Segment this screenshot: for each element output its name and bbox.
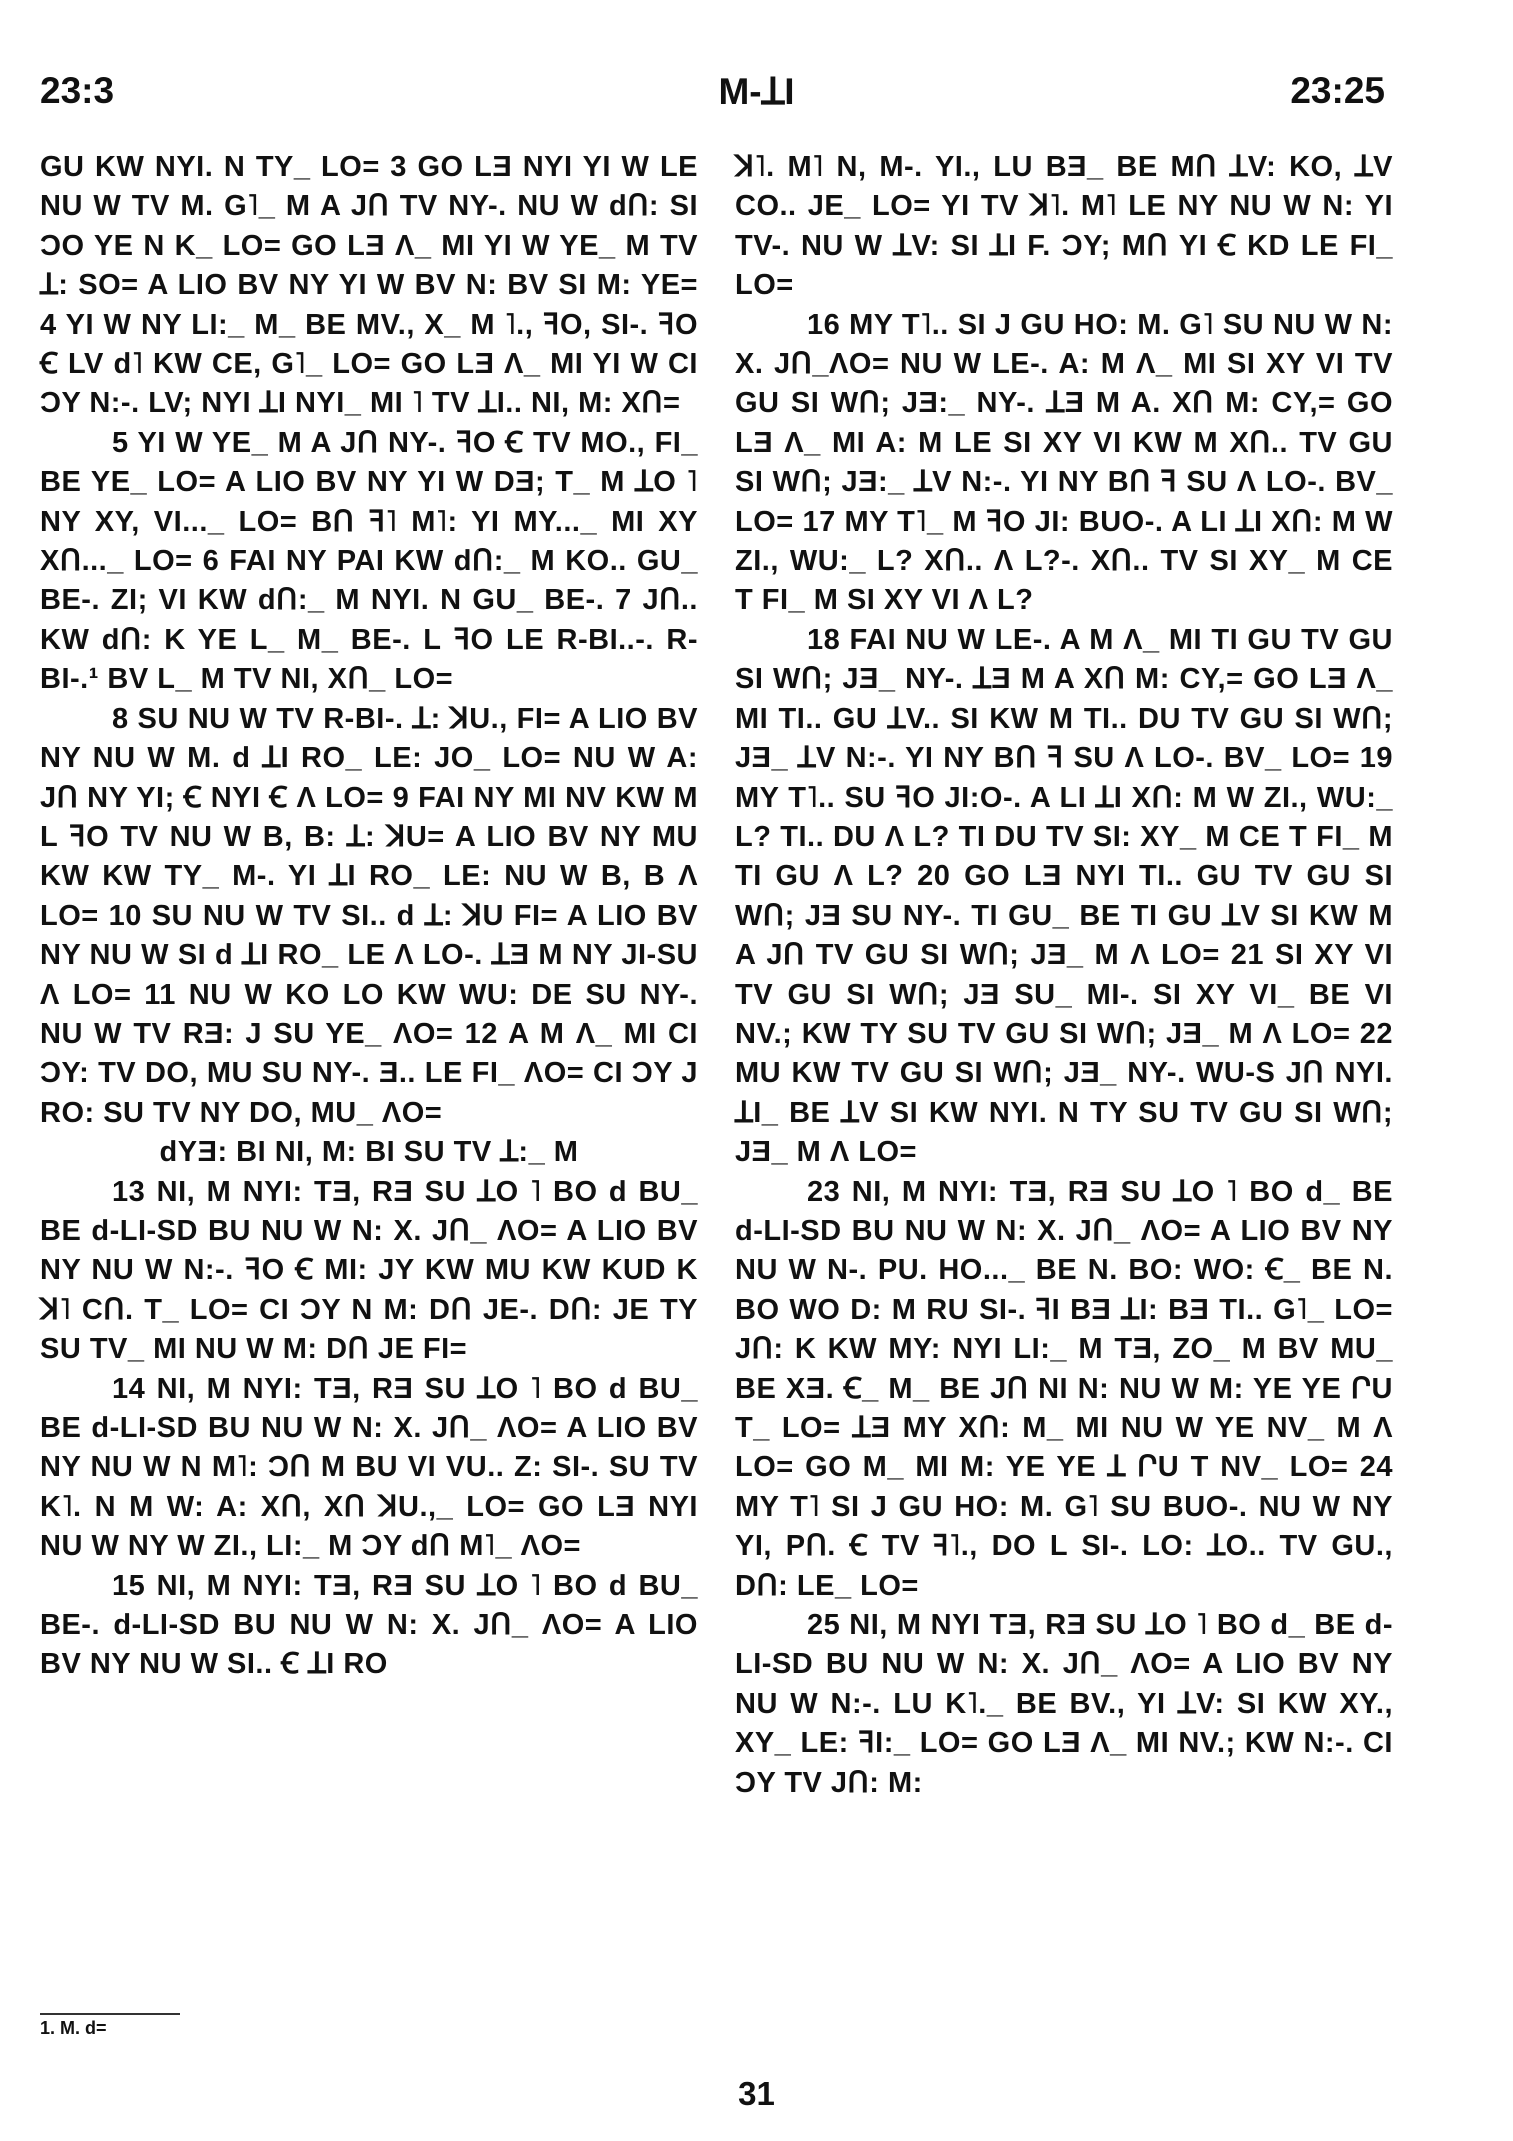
verse-paragraph: 15 NI, M NYI: TƎ, RƎ SU ꓕO ˥ BO ԁ BU_ BE-. ԁ-LI-SD BU NU W N: X. JՈ_ ΛO= A LIO BV NY NU W SI.. Ꞓ ꓕI RO	[40, 1569, 698, 1681]
verse-paragraph: 23 NI, M NYI: TƎ, RƎ SU ꓕO ˥ BO ԁ_ BE ԁ-LI-SD BU NU W N: X. JՈ_ ΛO= A LIO BV NY NU W N-. PU. HO..._ BE N. BO: WO: Ꞓ_ BE N. BO WO D: M RU SI-. ꟻI BƎ ꓕI: BƎ TI.. G˥_ LO= JՈ: K KW MY: NYI LI:_ M TƎ, ZO_ M BV MU_ BE XƎ. Ꞓ_ M_ BE JՈ NI N: NU W M: YE YE ՐU T_ LO= ꓕƎ MY XՈ: M_ MI NU W YE NV_ M Λ LO= GO M_ MI M: YE YE ꓕ ՐU T NV_ LO= 24 MY T˥ SI J GU HO: M. G˥ SU BUO-. NU W NY YI, PՈ. Ꞓ TV ꟻ˥., DO L SI-. LO: ꓕO.. TV GU., DՈ: LE_ LO=	[735, 1175, 1393, 1602]
footnote-divider	[40, 2013, 180, 2015]
verse-paragraph: 8 SU NU W TV R-BI-. ꓕ: ꓘU., FI= A LIO BV NY NU W M. ԁ ꓕI RO_ LE: JO_ LO= NU W A: JՈ NY YI; Ꞓ NYI Ꞓ Λ LO= 9 FAI NY MI NV KW M L ꟻO TV NU W B, B: ꓕ: ꓘU= A LIO BV NY MU KW KW TY_ M-. YI ꓕI RO_ LE: NU W B, B Λ LO= 10 SU NU W TV SI.. ԁ ꓕ: ꓘU FI= A LIO BV NY NU W SI ԁ ꓕI RO_ LE Λ LO-. ꓕƎ M NY JI-SU Λ LO= 11 NU W KO LO KW WU: DE SU NY-. NU W TV RƎ: J SU YE_ ΛO= 12 A M Λ_ MI CI ƆY: TV DO, MU SU NY-. Ǝ.. LE FI_ ΛO= CI ƆY J RO: SU TV NY DO, MU_ ΛO=	[40, 702, 698, 1129]
verse-paragraph: 13 NI, M NYI: TƎ, RƎ SU ꓕO ˥ BO ԁ BU_ BE ԁ-LI-SD BU NU W N: X. JՈ_ ΛO= A LIO BV NY NU W N:-. ꟻO Ꞓ MI: JY KW MU KW KUD K ꓘ˥ CՈ. T_ LO= CI ƆY N M: DՈ JE-. DՈ: JE TY SU TV_ MI NU W M: DՈ JE FI=	[40, 1175, 698, 1366]
verse-paragraph: 18 FAI NU W LE-. A M Λ_ MI TI GU TV GU SI WՈ; JƎ_ NY-. ꓕƎ M A XՈ M: CY,= GO LƎ Λ_ MI TI.. GU ꓕV.. SI KW M TI.. DU TV GU SI WՈ; JƎ_ ꓕV N:-. YI NY BՈ ꟻ SU Λ LO-. BV_ LO= 19 MY T˥.. SU ꟻO JI:O-. A LI ꓕI XՈ: M W ZI., WU:_ L? TI.. DU Λ L? TI DU TV SI: XY_ M CE T FI_ M TI GU Λ L? 20 GO LƎ NYI TI.. GU TV GU SI WՈ; JƎ SU NY-. TI GU_ BE TI GU ꓕV SI KW M A JՈ TV GU SI WՈ; JƎ_ M Λ LO= 21 SI XY VI TV GU SI WՈ; JƎ SU_ MI-. SI XY VI_ BE VI NV.; KW TY SU TV GU SI WՈ; JƎ_ M Λ LO= 22 MU KW TV GU SI WՈ; JƎ_ NY-. WU-S JՈ NYI. ꓕI_ BE ꓕV SI KW NYI. N TY SU TV GU SI WՈ; JƎ_ M Λ LO=	[735, 623, 1393, 1169]
header-chapter-verse-left: 23:3	[40, 70, 115, 111]
verse-paragraph: 5 YI W YE_ M A JՈ NY-. ꟻO Ꞓ TV MO., FI_ BE YE_ LO= A LIO BV NY YI W DƎ; T_ M ꓕO ˥ NY XY, VI..._ LO= BՈ ꟻ˥ M˥: YI MY..._ MI XY XՈ..._ LO= 6 FAI NY PAI KW ԁՈ:_ M KO.. GU_ BE-. ZI; VI KW ԁՈ:_ M NYI. N GU_ BE-. 7 JՈ.. KW ԁՈ: K YE L_ M_ BE-. L ꟻO LE R-BI..-. R-BI-.¹ BV L_ M TV NI, XՈ_ LO=	[40, 426, 698, 696]
verse-paragraph: GU KW NYI. N TY_ LO= 3 GO LƎ NYI YI W LE NU W TV M. G˥_ M A JՈ TV NY-. NU W ԁՈ: SI ƆO YE N K_ LO= GO LƎ Λ_ MI YI W YE_ M TV ꓕ: SO= A LIO BV NY YI W BV N: BV SI M: YE= 4 YI W NY LI:_ M_ BE MV., X_ M ˥., ꟻO, SI-. ꟻO Ꞓ LV ԁ˥ KW CE, G˥_ LO= GO LƎ Λ_ MI YI W CI ƆY N:-. LV; NYI ꓕI NYI_ MI ˥ TV ꓕI.. NI, M: XՈ=	[40, 151, 698, 420]
verse-paragraph: ꓘ˥. M˥ N, M-. YI., LU BƎ_ BE MՈ ꓕV: KO, ꓕV CO.. JE_ LO= YI TV ꓘ˥. M˥ LE NY NU W N: YI TV-. NU W ꓕV: SI ꓕI F. ƆY; MՈ YI Ꞓ KD LE FI_ LO=	[735, 151, 1393, 302]
header-chapter-verse-right: 23:25	[1290, 70, 1385, 111]
footnote: 1. M. ԁ=	[40, 2018, 107, 2038]
text-column-right	[735, 148, 1393, 1803]
verse-paragraph: 14 NI, M NYI: TƎ, RƎ SU ꓕO ˥ BO ԁ BU_ BE ԁ-LI-SD BU NU W N: X. JՈ_ ΛO= A LIO BV NY NU W N M˥: ƆՈ M BU VI VU.. Z: SI-. SU TV K˥. N M W: A: XՈ, XՈ ꓘU.,_ LO= GO LƎ NYI NU W NY W ZI., LI:_ M ƆY ԁՈ M˥_ ΛO=	[40, 1372, 698, 1563]
section-heading: ԁYƎ: BI NI, M: BI SU TV ꓕ:_ M	[159, 1136, 579, 1169]
header-book-title: M-ꓕI	[718, 71, 795, 112]
text-column-left	[40, 148, 698, 1685]
page-number: 31	[738, 2075, 775, 2112]
verse-paragraph: 25 NI, M NYI TƎ, RƎ SU ꓕO ˥ BO ԁ_ BE ԁ-LI-SD BU NU W N: X. JՈ_ ΛO= A LIO BV NY NU W N:-. LU K˥._ BE BV., YI ꓕV: SI KW XY., XY_ LE: ꟻI:_ LO= GO LƎ Λ_ MI NV.; KW N:-. CI ƆY TV JՈ: M:	[735, 1609, 1393, 1799]
verse-paragraph: 16 MY T˥.. SI J GU HO: M. G˥ SU NU W N: X. JՈ_ΛO= NU W LE-. A: M Λ_ MI SI XY VI TV GU SI WՈ; JƎ:_ NY-. ꓕƎ M A. XՈ M: CY,= GO LƎ Λ_ MI A: M LE SI XY VI KW M XՈ.. TV GU SI WՈ; JƎ:_ ꓕV N:-. YI NY BՈ ꟻ SU Λ LO-. BV_ LO= 17 MY T˥_ M ꟻO JI: BUO-. A LI ꓕI XՈ: M W ZI., WU:_ L? XՈ.. Λ L?-. XՈ.. TV SI XY_ M CE T FI_ M SI XY VI Λ L?	[735, 308, 1393, 617]
